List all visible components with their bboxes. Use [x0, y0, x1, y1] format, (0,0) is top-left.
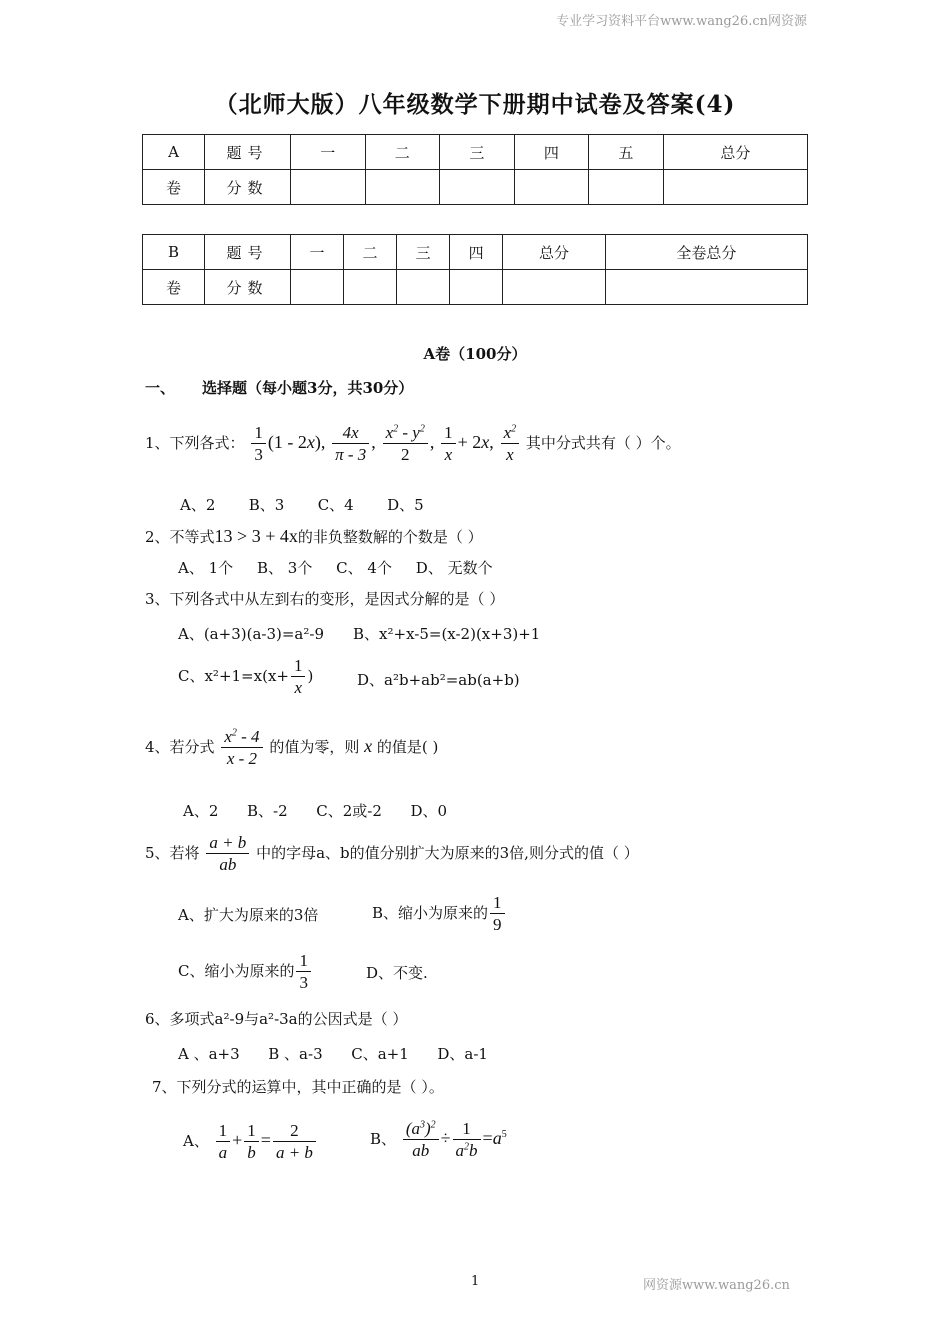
- table-b-side-bottom: 卷: [143, 270, 205, 305]
- q5-option-a: A、扩大为原来的3倍: [178, 906, 319, 924]
- q7a-fraction-1-b: $\frac{1}{b}$: [244, 1120, 259, 1164]
- question-2: [145, 526, 483, 547]
- q4-variable: x: [364, 735, 373, 756]
- q5-option-b-text: B、缩小为原来的: [372, 903, 489, 922]
- question-7: 7、下列分式的运算中，其中正确的是（ ）。: [152, 1078, 444, 1096]
- score-cell[interactable]: [589, 170, 664, 205]
- q1-fraction-4x: $\frac{4x}{\pi - 3}$: [332, 422, 369, 466]
- score-cell[interactable]: [291, 270, 344, 305]
- q3-option-c: [178, 655, 313, 699]
- q5-option-d: D、不变.: [366, 964, 428, 982]
- table-b-header: 三: [397, 235, 450, 270]
- score-cell[interactable]: [397, 270, 450, 305]
- table-a-header: 总分: [663, 135, 807, 170]
- q1-options: A、2 B、3 C、4 D、5: [180, 496, 424, 514]
- table-b-row2-label: 分数: [205, 270, 291, 305]
- q3-option-c-post: ): [307, 666, 314, 685]
- score-cell[interactable]: [365, 170, 440, 205]
- table-a-row1-label: 题号: [205, 135, 291, 170]
- score-cell[interactable]: [663, 170, 807, 205]
- q7b-fraction-1-a2b: $\frac{1}{a^2b}$: [453, 1118, 481, 1162]
- q1-fraction-1-3: $\frac{1}{3}$: [251, 422, 266, 466]
- q7a-fraction-1-a: $\frac{1}{a}$: [216, 1120, 231, 1164]
- q4-fraction: $\frac{x^2 - 4}{x - 2}$: [221, 726, 262, 770]
- q1-fraction-x2-y2: $\frac{x^2 - y^2}{2}$: [383, 422, 428, 466]
- table-a-header: 一: [291, 135, 366, 170]
- q5-fraction-1-3: $\frac{1}{3}$: [296, 950, 311, 994]
- q5-option-c: [178, 950, 313, 994]
- q1-prefix: 1、下列各式：: [145, 433, 245, 452]
- question-1: 1、下列各式： $\frac{1}{3}$ (1 - 2x), $\frac{4x}{\pi - 3}$ , $\frac{x^2 - y^2}{2}$ , $\frac{1}{x}$ + 2x, $\frac{x^2}{x}$ 其中分式共有（ ）个。: [145, 423, 681, 465]
- table-a-side-top: A: [143, 135, 205, 170]
- q3-option-b: B、x²+x-5=(x-2)(x+3)+1: [353, 625, 541, 643]
- q7b-fraction-a3-ab: $\frac{(a^3)^2}{ab}$: [403, 1118, 439, 1162]
- q4-suffix: 的值是( ): [376, 737, 439, 756]
- q4-mid: 的值为零，则: [269, 737, 360, 756]
- score-cell[interactable]: [514, 170, 589, 205]
- section-title: A卷（100分）: [423, 345, 527, 363]
- table-b-header: 全卷总分: [605, 235, 807, 270]
- q5-fraction-1-9: $\frac{1}{9}$: [490, 892, 505, 936]
- table-a-side-bottom: 卷: [143, 170, 205, 205]
- page-number: 1: [471, 1274, 480, 1289]
- q5-suffix: 中的字母a、b的值分别扩大为原来的3倍,则分式的值（ ）: [256, 843, 639, 862]
- q2-inequality: 13 > 3 + 4x: [214, 526, 298, 546]
- score-cell[interactable]: [440, 170, 515, 205]
- q2-suffix: 的非负整数解的个数是（ ）: [297, 528, 483, 546]
- q4-prefix: 4、若分式: [145, 737, 215, 756]
- table-a-row2-label: 分数: [205, 170, 291, 205]
- q7a-fraction-2-ab: $\frac{2}{a + b}$: [273, 1120, 316, 1164]
- part-title: 选择题（每小题3分，共30分）: [202, 379, 414, 397]
- q3-fraction-1-x: $\frac{1}{x}$: [291, 655, 306, 699]
- q1-suffix: 其中分式共有（ ）个。: [525, 433, 681, 452]
- q3-option-a: A、(a+3)(a-3)=a²-9: [178, 625, 324, 643]
- q5-fraction: $\frac{a + b}{ab}$: [206, 832, 249, 876]
- question-4: [145, 726, 438, 770]
- table-b-header: 总分: [503, 235, 606, 270]
- question-5: [145, 832, 639, 876]
- q1-expr-1: (1 - 2x),: [267, 431, 326, 452]
- table-a-header: 五: [589, 135, 664, 170]
- table-b-header: 二: [344, 235, 397, 270]
- question-6: 6、多项式a²-9与a²-3a的公因式是（ ）: [145, 1010, 408, 1028]
- q6-options: A 、a+3 B 、a-3 C、a+1 D、a-1: [178, 1045, 488, 1063]
- score-cell[interactable]: [605, 270, 807, 305]
- q4-options: A、2 B、-2 C、2或-2 D、0: [183, 802, 448, 820]
- footer-watermark: 网资源www.wang26.cn: [643, 1278, 790, 1293]
- table-a-header: 三: [440, 135, 515, 170]
- q1-fraction-1-x: $\frac{1}{x}$: [441, 422, 456, 466]
- table-b-row1-label: 题号: [205, 235, 291, 270]
- part-number: 一、: [145, 379, 176, 397]
- q7-option-b: B、 $\frac{(a^3)^2}{ab}$ ÷ $\frac{1}{a^2b}$ $=a^5$: [370, 1119, 507, 1161]
- table-b-header: 一: [291, 235, 344, 270]
- q5-option-c-text: C、缩小为原来的: [178, 961, 295, 980]
- q2-options: A、 1个 B、 3个 C、 4个 D、 无数个: [178, 559, 493, 577]
- score-cell[interactable]: [344, 270, 397, 305]
- q2-prefix: 2、不等式: [145, 528, 215, 546]
- q7-option-a: A、 $\frac{1}{a}$ + $\frac{1}{b}$ = $\frac{2}{a + b}$: [183, 1120, 318, 1164]
- q3-option-c-pre: C、x²+1=x(x+: [178, 666, 289, 685]
- q3-option-d: D、a²b+ab²=ab(a+b): [357, 671, 520, 689]
- score-cell[interactable]: [291, 170, 366, 205]
- score-table-a: [142, 134, 808, 205]
- page-title: （北师大版）八年级数学下册期中试卷及答案(4): [214, 91, 736, 118]
- q5-option-b: [372, 892, 507, 936]
- header-watermark: 专业学习资料平台www.wang26.cn网资源: [556, 14, 807, 29]
- q1-fraction-x2-x: $\frac{x^2}{x}$: [501, 422, 520, 466]
- table-b-header: 四: [450, 235, 503, 270]
- q5-prefix: 5、若将: [145, 843, 200, 862]
- table-a-header: 二: [365, 135, 440, 170]
- q7-option-b-label: B、: [370, 1129, 397, 1148]
- question-3: 3、下列各式中从左到右的变形，是因式分解的是（ ）: [145, 590, 505, 608]
- score-table-b: [142, 234, 808, 305]
- score-cell[interactable]: [503, 270, 606, 305]
- score-cell[interactable]: [450, 270, 503, 305]
- table-a-header: 四: [514, 135, 589, 170]
- table-b-side-top: B: [143, 235, 205, 270]
- q7-option-a-label: A、: [183, 1131, 209, 1150]
